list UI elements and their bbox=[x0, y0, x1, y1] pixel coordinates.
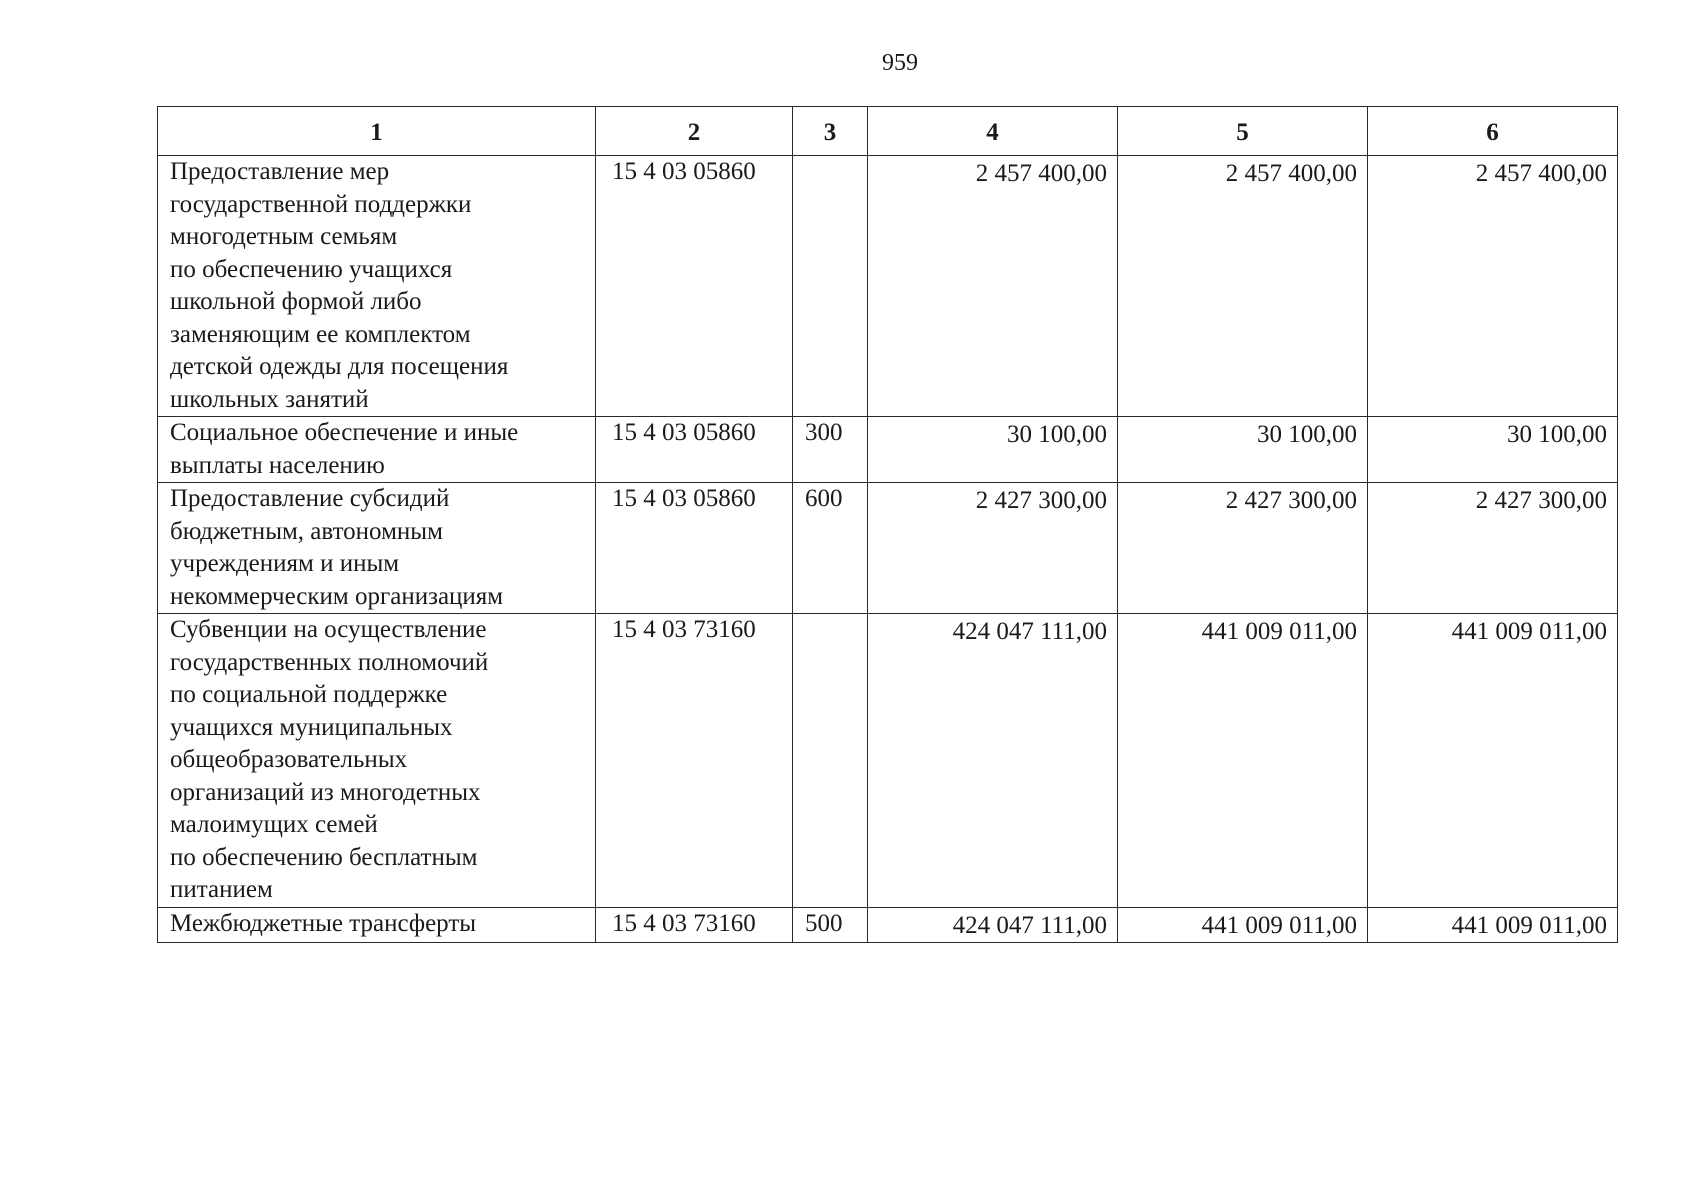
row-expense-kind: 600 bbox=[793, 483, 868, 614]
row-amount-col6: 441 009 011,00 bbox=[1368, 907, 1618, 943]
table-row bbox=[158, 417, 1618, 483]
row-amount-col5: 30 100,00 bbox=[1118, 417, 1368, 483]
row-name: Межбюджетные трансферты bbox=[170, 909, 477, 937]
row-amount-col4: 424 047 111,00 bbox=[868, 614, 1118, 908]
row-expense-kind: 300 bbox=[793, 417, 868, 483]
row-amount-col6: 2 427 300,00 bbox=[1368, 483, 1618, 614]
column-header-4: 4 bbox=[868, 107, 1118, 156]
table-row bbox=[158, 614, 1618, 908]
column-header-2: 2 bbox=[596, 107, 793, 156]
row-name: Предоставление мер государственной поддержки многодетным семьям по обеспечению учащихся школьной формой либо заменяющим ее комплектом детской одежды для посещения школьных занятий bbox=[170, 158, 509, 413]
row-expense-kind: 500 bbox=[793, 907, 868, 943]
column-header-1: 1 bbox=[158, 107, 596, 156]
row-amount-col4: 424 047 111,00 bbox=[868, 907, 1118, 943]
row-name-cell bbox=[158, 417, 596, 483]
row-amount-col5: 2 457 400,00 bbox=[1118, 156, 1368, 417]
row-amount-col6: 441 009 011,00 bbox=[1368, 614, 1618, 908]
table-row bbox=[158, 483, 1618, 614]
row-name-cell bbox=[158, 483, 596, 614]
row-amount-col5: 2 427 300,00 bbox=[1118, 483, 1368, 614]
row-amount-col6: 2 457 400,00 bbox=[1368, 156, 1618, 417]
row-name: Социальное обеспечение и иные выплаты населению bbox=[170, 419, 519, 479]
row-amount-col5: 441 009 011,00 bbox=[1118, 907, 1368, 943]
row-amount-col4: 2 457 400,00 bbox=[868, 156, 1118, 417]
row-name-cell bbox=[158, 907, 596, 943]
row-amount-col5: 441 009 011,00 bbox=[1118, 614, 1368, 908]
row-code: 15 4 03 73160 bbox=[596, 614, 793, 908]
table-row bbox=[158, 156, 1618, 417]
column-header-6: 6 bbox=[1368, 107, 1618, 156]
table-header bbox=[158, 107, 1618, 156]
row-code: 15 4 03 05860 bbox=[596, 483, 793, 614]
column-header-5: 5 bbox=[1118, 107, 1368, 156]
row-code: 15 4 03 05860 bbox=[596, 417, 793, 483]
column-header-3: 3 bbox=[793, 107, 868, 156]
row-expense-kind bbox=[793, 156, 868, 417]
row-amount-col4: 30 100,00 bbox=[868, 417, 1118, 483]
row-code: 15 4 03 73160 bbox=[596, 907, 793, 943]
row-name-cell bbox=[158, 156, 596, 417]
table-body bbox=[158, 156, 1618, 943]
row-name-cell bbox=[158, 614, 596, 908]
header-row bbox=[158, 107, 1618, 156]
row-name: Субвенции на осуществление государственных полномочий по социальной поддержке учащихся муниципальных общеобразовательных организаций из многодетных малоимущих семей по обеспечению бесплатным питанием bbox=[170, 616, 489, 903]
table-row bbox=[158, 907, 1618, 943]
row-expense-kind bbox=[793, 614, 868, 908]
row-name: Предоставление субсидий бюджетным, автономным учреждениям и иным некоммерческим организациям bbox=[170, 485, 504, 610]
row-amount-col4: 2 427 300,00 bbox=[868, 483, 1118, 614]
row-code: 15 4 03 05860 bbox=[596, 156, 793, 417]
row-amount-col6: 30 100,00 bbox=[1368, 417, 1618, 483]
page-number: 959 bbox=[882, 50, 918, 76]
budget-table bbox=[157, 106, 1618, 943]
